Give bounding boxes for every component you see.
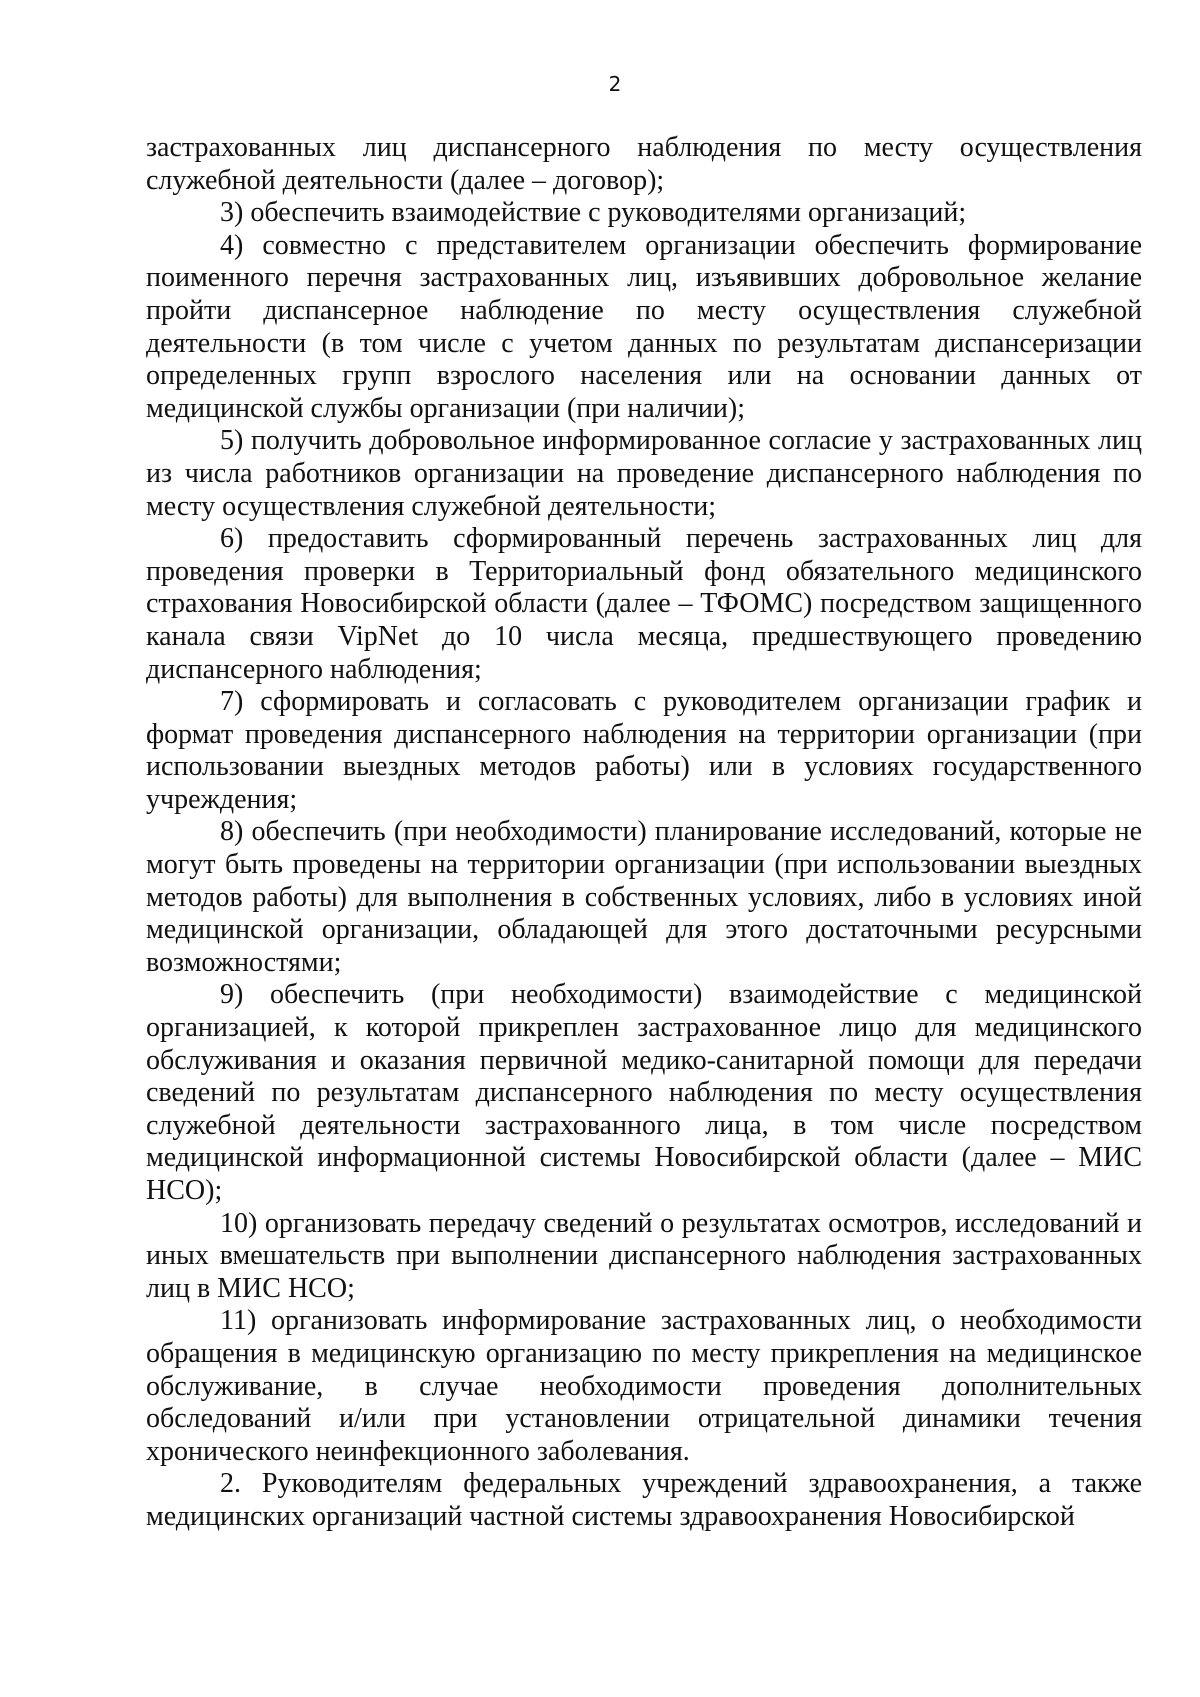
paragraph-item-10: 10) организовать передачу сведений о результатах осмотров, исследований и иных вмешательств при выполнении диспансерного наблюдения застрахованных лиц в МИС НСО; [146,1207,1142,1304]
paragraph-item-11: 11) организовать информирование застрахованных лиц, о необходимости обращения в медицинскую организацию по месту прикрепления на медицинское обслуживание, в случае необходимости проведения дополнительных обследований и/или при установлении отрицательной динамики течения хронического неинфекционного заболевания. [146,1305,1142,1467]
paragraph-section-2: 2. Руководителям федеральных учреждений здравоохранения, а также медицинских организаций частной системы здравоохранения Новосибирской [146,1468,1142,1532]
paragraph-item-3: 3) обеспечить взаимодействие с руководителями организаций; [220,197,967,229]
paragraph-continuation: застрахованных лиц диспансерного наблюдения по месту осуществления служебной деятельности (далее – договор); [146,132,1142,196]
paragraph-item-7: 7) сформировать и согласовать с руководителем организации график и формат проведения диспансерного наблюдения на территории организации (при использовании выездных методов работы) или в условиях государственного учреждения; [146,686,1142,815]
document-body [146,132,1142,1534]
paragraph-item-5: 5) получить добровольное информированное согласие у застрахованных лиц из числа работников организации на проведение диспансерного наблюдения по месту осуществления служебной деятельности; [146,425,1142,522]
page-number: 2 [608,72,622,96]
paragraph-item-8: 8) обеспечить (при необходимости) планирование исследований, которые не могут быть проведены на территории организации (при использовании выездных методов работы) для выполнения в собственных условиях, либо в условиях иной медицинской организации, обладающей для этого достаточными ресурсными возможностями; [146,816,1142,978]
paragraph-item-6: 6) предоставить сформированный перечень застрахованных лиц для проведения проверки в Территориальный фонд обязательного медицинского страхования Новосибирской области (далее – ТФОМС) посредством защищенного канала связи VipNet до 10 числа месяца, предшествующего проведению диспансерного наблюдения; [146,523,1142,685]
paragraph-item-4: 4) совместно с представителем организации обеспечить формирование поименного перечня застрахованных лиц, изъявивших добровольное желание пройти диспансерное наблюдение по месту осуществления служебной деятельности (в том числе с учетом данных по результатам диспансеризации определенных групп взрослого населения или на основании данных от медицинской службы организации (при наличии); [146,229,1142,424]
paragraph-item-9: 9) обеспечить (при необходимости) взаимодействие с медицинской организацией, к которой прикреплен застрахованное лицо для медицинского обслуживания и оказания первичной медико-санитарной помощи для передачи сведений по результатам диспансерного наблюдения по месту осуществления служебной деятельности застрахованного лица, в том числе посредством медицинской информационной системы Новосибирской области (далее – МИС НСО); [146,979,1142,1206]
